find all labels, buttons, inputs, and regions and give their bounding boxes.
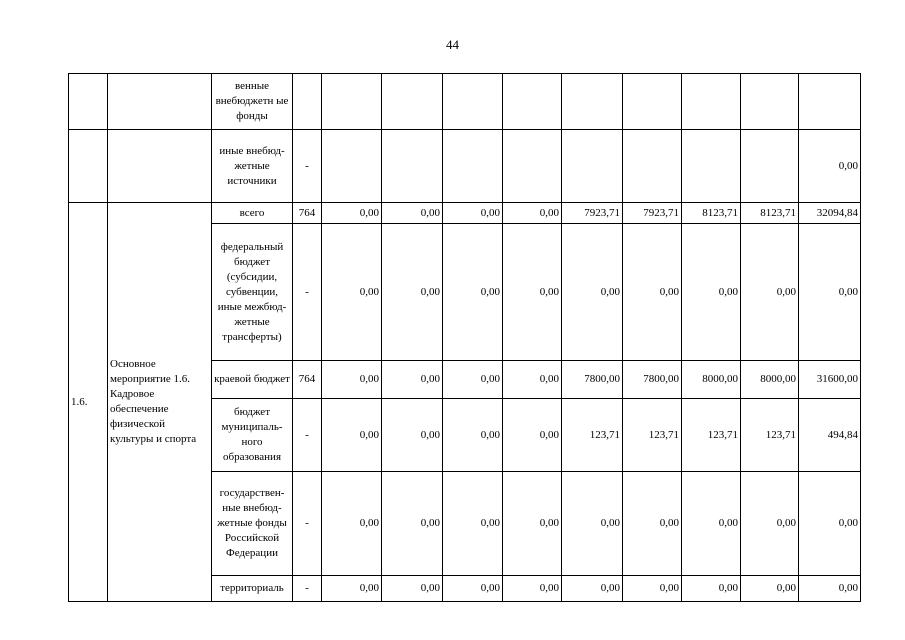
value-cell: 0,00 bbox=[503, 203, 562, 224]
value-cell bbox=[682, 74, 741, 130]
code-cell: 764 bbox=[293, 361, 322, 399]
value-cell bbox=[503, 74, 562, 130]
value-cell: 0,00 bbox=[382, 361, 443, 399]
row-name-cell bbox=[108, 130, 212, 203]
value-cell: 7800,00 bbox=[562, 361, 623, 399]
value-cell bbox=[623, 74, 682, 130]
value-cell: 0,00 bbox=[503, 472, 562, 576]
funding-source-cell: государствен-ные внебюд-жетные фонды Российской Федерации bbox=[212, 472, 293, 576]
value-cell: 0,00 bbox=[562, 472, 623, 576]
value-cell bbox=[562, 74, 623, 130]
value-cell: 0,00 bbox=[682, 576, 741, 602]
value-cell: 7923,71 bbox=[562, 203, 623, 224]
value-cell: 123,71 bbox=[623, 399, 682, 472]
value-cell: 123,71 bbox=[682, 399, 741, 472]
value-cell bbox=[443, 74, 503, 130]
value-cell: 123,71 bbox=[562, 399, 623, 472]
value-cell: 0,00 bbox=[623, 576, 682, 602]
value-cell: 0,00 bbox=[623, 472, 682, 576]
value-cell: 0,00 bbox=[322, 224, 382, 361]
value-cell: 0,00 bbox=[322, 472, 382, 576]
funding-source-cell: иные внебюд-жетные источники bbox=[212, 130, 293, 203]
value-cell bbox=[322, 74, 382, 130]
value-cell: 0,00 bbox=[382, 472, 443, 576]
total-cell: 31600,00 bbox=[799, 361, 861, 399]
value-cell: 8123,71 bbox=[682, 203, 741, 224]
total-cell: 0,00 bbox=[799, 224, 861, 361]
value-cell: 0,00 bbox=[322, 399, 382, 472]
value-cell bbox=[503, 130, 562, 203]
value-cell: 0,00 bbox=[443, 203, 503, 224]
value-cell: 8123,71 bbox=[741, 203, 799, 224]
value-cell: 0,00 bbox=[443, 399, 503, 472]
value-cell: 7923,71 bbox=[623, 203, 682, 224]
value-cell: 0,00 bbox=[382, 576, 443, 602]
code-cell: - bbox=[293, 224, 322, 361]
value-cell bbox=[741, 74, 799, 130]
funding-source-cell: всего bbox=[212, 203, 293, 224]
code-cell: - bbox=[293, 472, 322, 576]
value-cell: 0,00 bbox=[562, 224, 623, 361]
value-cell: 0,00 bbox=[443, 472, 503, 576]
row-index-cell: 1.6. bbox=[69, 203, 108, 602]
value-cell: 0,00 bbox=[741, 576, 799, 602]
total-cell bbox=[799, 74, 861, 130]
value-cell: 0,00 bbox=[443, 224, 503, 361]
value-cell bbox=[682, 130, 741, 203]
value-cell: 0,00 bbox=[443, 576, 503, 602]
value-cell: 0,00 bbox=[322, 203, 382, 224]
row-name-cell: Основное мероприятие 1.6. Кадровое обеспечение физической культуры и спорта bbox=[108, 203, 212, 602]
value-cell: 0,00 bbox=[322, 576, 382, 602]
code-cell: - bbox=[293, 399, 322, 472]
value-cell: 0,00 bbox=[443, 361, 503, 399]
value-cell: 7800,00 bbox=[623, 361, 682, 399]
row-index-cell bbox=[69, 130, 108, 203]
value-cell: 8000,00 bbox=[741, 361, 799, 399]
value-cell: 0,00 bbox=[562, 576, 623, 602]
value-cell: 0,00 bbox=[682, 224, 741, 361]
table-row bbox=[69, 203, 861, 224]
value-cell bbox=[443, 130, 503, 203]
value-cell: 0,00 bbox=[741, 472, 799, 576]
code-cell: - bbox=[293, 576, 322, 602]
value-cell: 0,00 bbox=[503, 361, 562, 399]
value-cell: 8000,00 bbox=[682, 361, 741, 399]
value-cell: 0,00 bbox=[503, 576, 562, 602]
row-name-cell bbox=[108, 74, 212, 130]
row-index-cell bbox=[69, 74, 108, 130]
value-cell bbox=[322, 130, 382, 203]
total-cell: 494,84 bbox=[799, 399, 861, 472]
value-cell bbox=[562, 130, 623, 203]
total-cell: 0,00 bbox=[799, 576, 861, 602]
value-cell: 0,00 bbox=[741, 224, 799, 361]
value-cell: 0,00 bbox=[623, 224, 682, 361]
value-cell: 0,00 bbox=[503, 399, 562, 472]
value-cell bbox=[382, 74, 443, 130]
value-cell bbox=[382, 130, 443, 203]
code-cell bbox=[293, 74, 322, 130]
code-cell: - bbox=[293, 130, 322, 203]
code-cell: 764 bbox=[293, 203, 322, 224]
funding-source-cell: венные внебюджетн ые фонды bbox=[212, 74, 293, 130]
funding-source-cell: краевой бюджет bbox=[212, 361, 293, 399]
value-cell: 0,00 bbox=[322, 361, 382, 399]
value-cell bbox=[741, 130, 799, 203]
value-cell: 0,00 bbox=[382, 399, 443, 472]
total-cell: 0,00 bbox=[799, 130, 861, 203]
funding-source-cell: федеральный бюджет (субсидии, субвенции, иные межбюд-жетные трансферты) bbox=[212, 224, 293, 361]
total-cell: 32094,84 bbox=[799, 203, 861, 224]
table-row bbox=[69, 130, 861, 203]
page-number: 44 bbox=[446, 37, 459, 52]
value-cell: 0,00 bbox=[503, 224, 562, 361]
value-cell: 0,00 bbox=[382, 224, 443, 361]
value-cell: 123,71 bbox=[741, 399, 799, 472]
table-row bbox=[69, 74, 861, 130]
total-cell: 0,00 bbox=[799, 472, 861, 576]
value-cell: 0,00 bbox=[382, 203, 443, 224]
funding-source-cell: бюджет муниципаль-ного образования bbox=[212, 399, 293, 472]
budget-table bbox=[68, 73, 861, 602]
value-cell bbox=[623, 130, 682, 203]
funding-source-cell: территориаль bbox=[212, 576, 293, 602]
value-cell: 0,00 bbox=[682, 472, 741, 576]
